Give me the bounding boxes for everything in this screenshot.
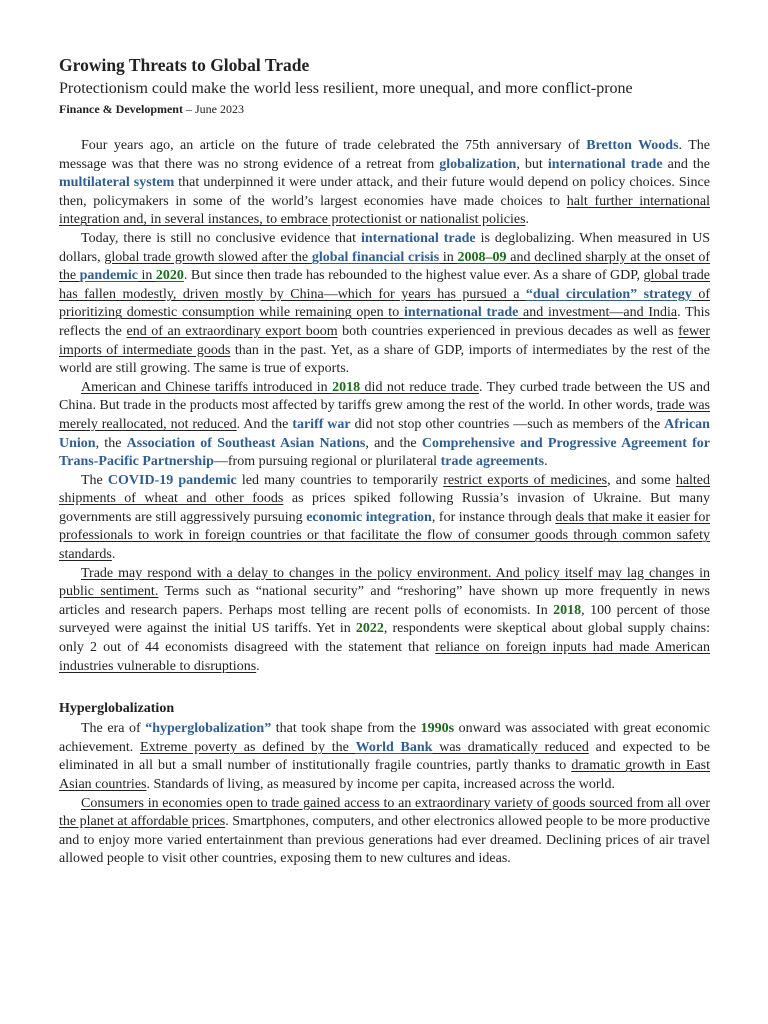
text-segment: , 100 percent of those surveyed were against the initial US tariffs. Yet in <box>59 602 710 637</box>
term-link[interactable]: Association of Southeast Asian Nations <box>126 435 366 451</box>
term-link[interactable]: African Union <box>59 416 710 451</box>
text-segment: and the <box>662 156 711 172</box>
text-segment: . This reflects the <box>59 305 711 339</box>
text-segment: , but <box>516 156 548 172</box>
publication-date: June 2023 <box>194 102 244 116</box>
text-segment: that took shape from the <box>271 721 421 737</box>
term-link[interactable]: COVID-19 pandemic <box>107 472 237 488</box>
term-link[interactable]: international trade <box>547 156 663 172</box>
section-heading: Hyperglobalization <box>59 701 175 717</box>
text-segment: Four years ago, an article on the future of trade celebrated the 75th anniversary of <box>81 138 587 153</box>
byline <box>59 101 710 117</box>
term-link[interactable]: “hyperglobalization” <box>145 721 272 737</box>
term-link[interactable]: trade agreements <box>440 454 545 470</box>
article-title: Growing Threats to Global Trade <box>59 55 310 75</box>
underlined-text: halted shipments of wheat and other foods <box>59 472 711 507</box>
text-segment: is deglobalizing. When measured in US dollars, <box>59 230 711 265</box>
underlined-text: deals that make it easier for professionals to work in foreign countries or that facilitate the flow of consumer goods through common safety standards <box>59 509 710 563</box>
underlined-text: fewer imports of intermediate goods <box>59 323 710 358</box>
text-segment: as prices spiked following Russia’s invasion of Ukraine. But many governments are still aggressively pursuing <box>59 491 710 525</box>
paragraph <box>59 230 710 379</box>
paragraph <box>59 379 710 472</box>
underlined-text: global trade growth slowed after the <box>104 249 312 265</box>
underlined-text: restrict exports of medicines <box>443 472 608 488</box>
year-highlight: 1990s <box>420 721 455 737</box>
text-segment: . And the <box>236 416 293 432</box>
term-link[interactable]: economic integration <box>306 509 432 525</box>
text-segment: The era of <box>81 721 146 737</box>
text-segment: Today, there is still no conclusive evidence that <box>81 230 361 246</box>
paragraph <box>59 720 710 794</box>
text-segment: onward was associated with great economic achievement. <box>59 721 710 755</box>
year-highlight: 2022 <box>355 621 384 637</box>
text-segment: both countries experienced in previous decades as well as <box>337 323 679 339</box>
text-segment: . <box>544 454 548 470</box>
term-link[interactable]: World Bank <box>355 739 433 755</box>
text-segment: . <box>256 658 260 674</box>
text-segment: that underpinned it were under attack, and their future would depend on policy choices. Since then, policymakers in some of the world’s largest economies have made choices to <box>59 175 710 209</box>
underlined-text: Extreme poverty as defined by the <box>140 739 356 755</box>
underlined-text: halt further international integration and, in several instances, to embrace protectionist or nationalist policies <box>59 193 710 228</box>
underlined-text: trade was merely reallocated, not reduced <box>59 398 710 432</box>
term-link[interactable]: international trade <box>361 230 476 246</box>
year-highlight: 2008–09 <box>457 249 507 265</box>
term-link[interactable]: “dual circulation” strategy <box>525 286 692 302</box>
text-segment: . But since then trade has rebounded to the highest value ever. As a share of GDP, <box>183 268 644 284</box>
term-link[interactable]: multilateral system <box>59 175 175 191</box>
text-segment: did not stop other countries —such as members of the <box>350 416 665 432</box>
text-segment: , and some <box>607 472 676 488</box>
term-link[interactable]: pandemic <box>79 268 138 284</box>
term-link[interactable]: tariff war <box>292 416 351 432</box>
text-segment: , the <box>95 435 127 451</box>
text-segment: The <box>81 472 108 488</box>
underlined-text: and investment—and India <box>518 305 678 321</box>
term-link[interactable]: global financial crisis <box>311 249 440 265</box>
text-segment: , respondents were skeptical about global supply chains: only 2 out of 44 economists disagreed with the statement that <box>59 621 710 656</box>
text-segment: . <box>525 212 530 228</box>
text-segment: . <box>111 547 116 563</box>
text-segment: . They curbed trade between the US and China. But trade in the products most affected by tariffs grew among the rest of the world. In other words, <box>59 379 710 414</box>
article-subtitle: Protectionism could make the world less resilient, more unequal, and more conflict-prone <box>59 80 633 97</box>
underlined-text: American and Chinese tariffs introduced in <box>81 379 333 395</box>
term-link[interactable]: Comprehensive and Progressive Agreement for Trans-Pacific Partnership <box>59 435 710 470</box>
term-link[interactable]: globalization <box>439 156 517 172</box>
text-segment: , for instance through <box>431 509 556 525</box>
underlined-text: reliance on foreign inputs had made American industries vulnerable to disruptions <box>59 640 710 674</box>
year-highlight: 2018 <box>553 602 582 618</box>
term-link[interactable]: international trade <box>403 305 519 321</box>
underlined-text: end of an extraordinary export boom <box>126 323 338 339</box>
byline-separator: – <box>185 102 195 116</box>
underlined-text: Consumers in economies open to trade gained access to an extraordinary variety of goods sourced from all over the planet at affordable prices <box>59 795 710 830</box>
underlined-text: Trade may respond with a delay to changes in the policy environment. And policy itself may lag changes in public sentiment. <box>59 565 710 600</box>
text-segment: Terms such as “national security” and “reshoring” have shown up more frequently in news articles and research papers. Perhaps most telling are recent polls of economists. In <box>59 584 710 618</box>
text-segment: . Smartphones, computers, and other electronics allowed people to be more productive and to enjoy more varied entertainment than previous generations had ever dreamed. Declining prices of air travel allowed people to visit other countries, exposing them to new cultures and ideas. <box>59 814 710 867</box>
publication-name: Finance & Development <box>59 102 183 116</box>
underlined-text: dramatic growth in East Asian countries <box>59 758 710 792</box>
underlined-text: global trade has fallen modestly, driven mostly by China—which for years has pursued a <box>59 268 710 302</box>
paragraph <box>59 565 710 677</box>
underlined-text: was dramatically reduced <box>432 739 589 755</box>
underlined-text: and declined sharply at the onset of the <box>59 249 711 284</box>
text-segment: led many countries to temporarily <box>236 472 444 488</box>
text-segment: than in the past. Yet, as a share of GDP, imports of intermediates by the rest of the world are still growing. The same is true of exports. <box>59 342 710 377</box>
year-highlight: 2018 <box>332 379 361 395</box>
text-segment: . The message was that there was no strong evidence of a retreat from <box>59 138 710 172</box>
paragraph <box>59 795 710 869</box>
paragraph <box>59 137 710 230</box>
term-link[interactable]: Bretton Woods <box>586 138 679 153</box>
article-body <box>59 137 710 869</box>
underlined-text: of prioritizing domestic consumption while remaining open to <box>59 286 710 321</box>
underlined-text: did not reduce trade <box>360 379 479 395</box>
text-segment: and expected to be eliminated in all but a small number of institutionally fragile countries, partly thanks to <box>59 739 711 774</box>
year-highlight: 2020 <box>155 268 184 284</box>
text-segment: . Standards of living, as measured by income per capita, increased across the world. <box>146 777 615 792</box>
text-segment: , and the <box>365 435 422 451</box>
underlined-text: in <box>137 268 156 284</box>
text-segment: —from pursuing regional or plurilateral <box>213 454 441 470</box>
underlined-text: in <box>439 249 458 265</box>
paragraph <box>59 472 710 565</box>
